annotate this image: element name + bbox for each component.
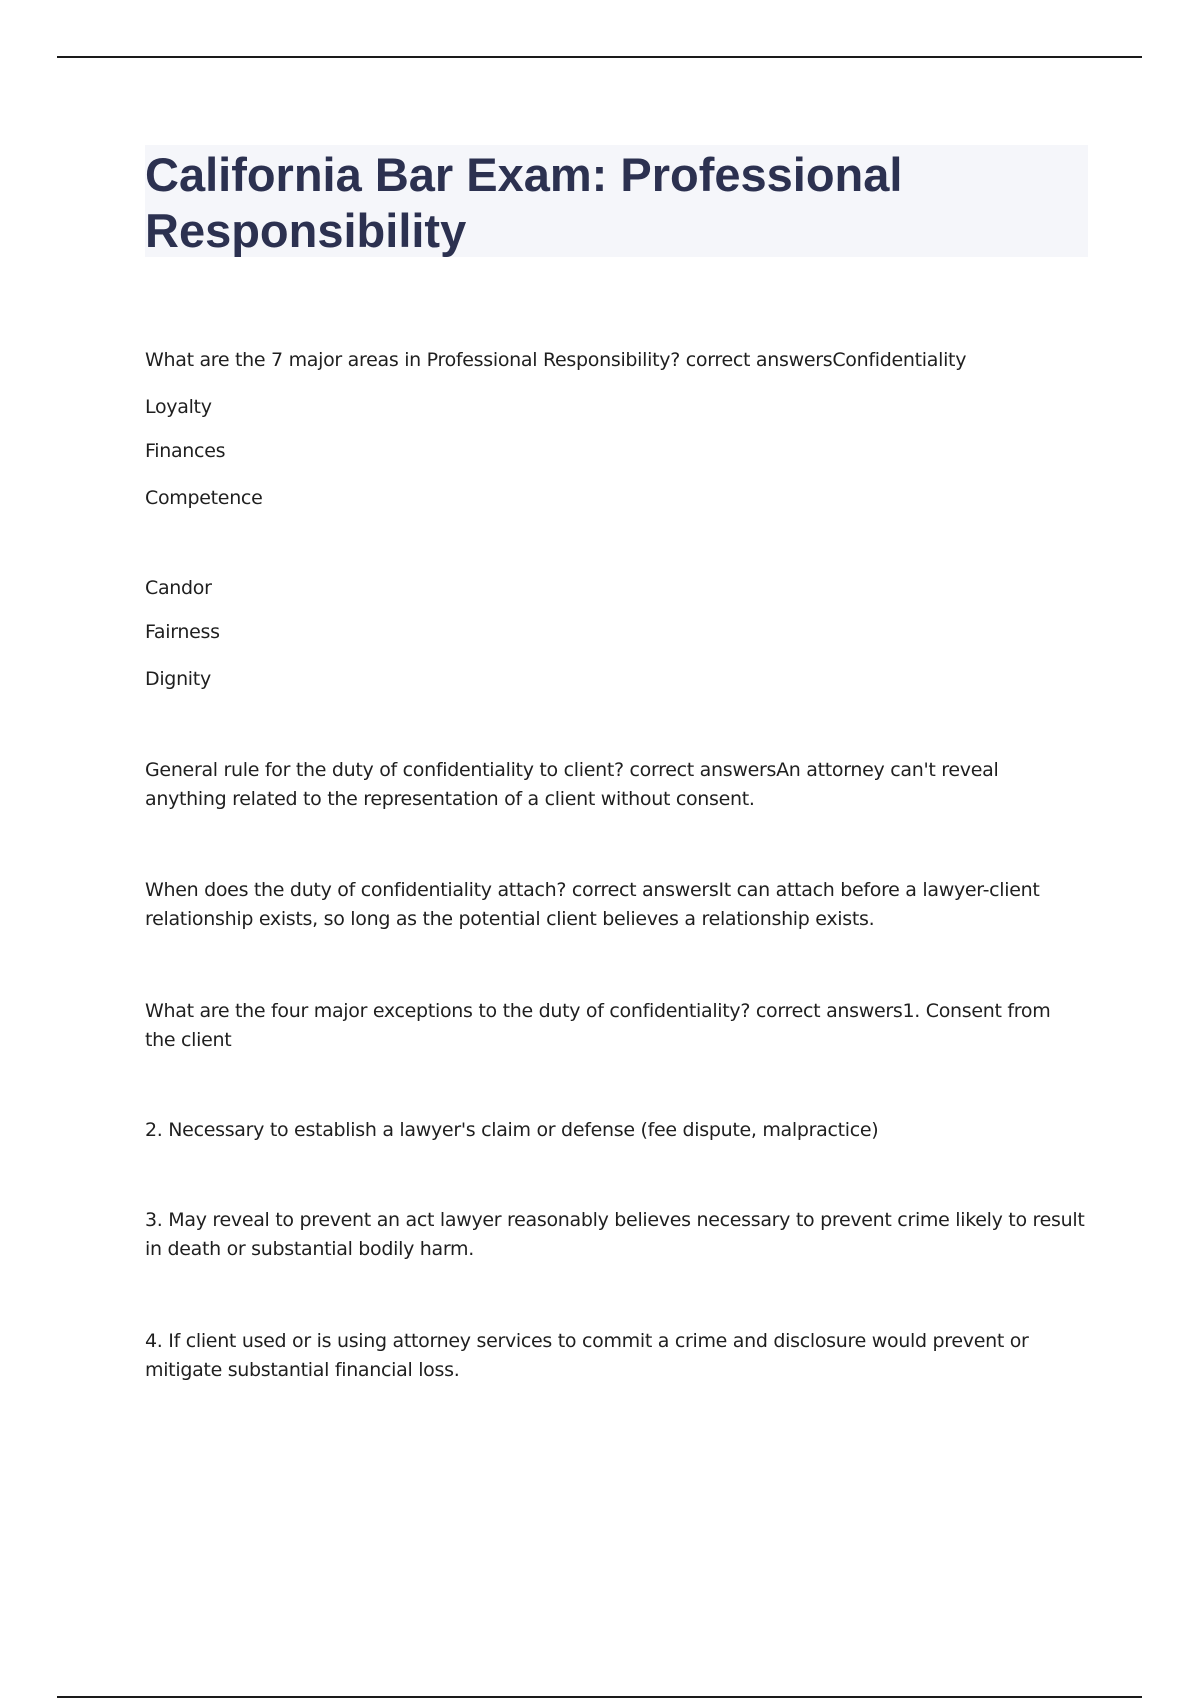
exception-two: 2. Necessary to establish a lawyer's claim or defense (fee dispute, malpractice) [145,1119,879,1141]
area-dignity: Dignity [145,668,211,690]
top-rule [57,56,1142,58]
area-fairness: Fairness [145,621,220,643]
exception-four: 4. If client used or is using attorney services to commit a crime and disclosure would prevent or mitigate substantial financial loss. [145,1330,1029,1381]
area-competence: Competence [145,487,263,509]
question-general-rule: General rule for the duty of confidentiality to client? correct answersAn attorney can't reveal anything related to the representation of a client without consent. [145,759,999,810]
area-loyalty: Loyalty [145,396,212,418]
question-four-exceptions: What are the four major exceptions to the duty of confidentiality? correct answers1. Consent from the client [145,1000,1051,1051]
exception-three: 3. May reveal to prevent an act lawyer reasonably believes necessary to prevent crime likely to result in death or substantial bodily harm. [145,1209,1085,1260]
question-duty-attach: When does the duty of confidentiality attach? correct answersIt can attach before a lawyer-client relationship exists, so long as the potential client believes a relationship exists. [145,879,1040,930]
question-seven-areas: What are the 7 major areas in Professional Responsibility? correct answersConfidentiality [145,349,967,371]
document-title: California Bar Exam: Professional Responsibility [145,148,903,257]
area-finances: Finances [145,440,226,462]
area-candor: Candor [145,577,212,599]
bottom-rule [57,1696,1142,1698]
